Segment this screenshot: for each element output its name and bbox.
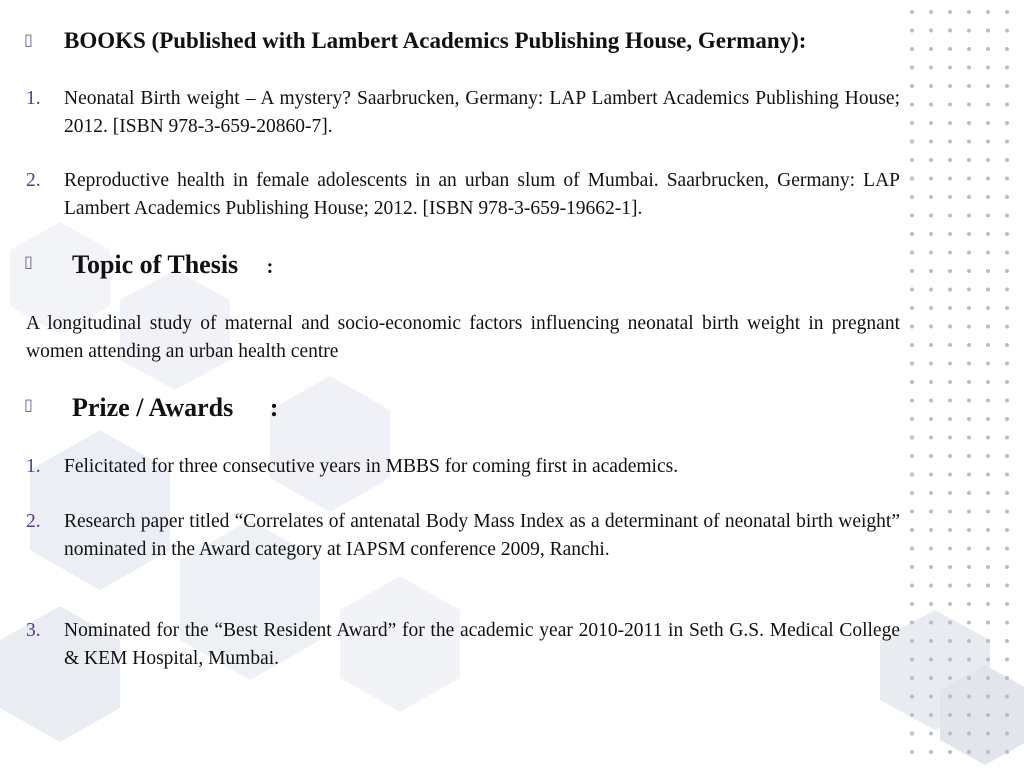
thesis-text: A longitudinal study of maternal and socio-economic factors influencing neonatal birth weight in pregnant women attending an urban health centre [26, 313, 900, 362]
prize-item-3 [26, 617, 900, 672]
thesis-heading-colon: : [266, 256, 274, 278]
book-item-2 [26, 167, 900, 222]
thesis-heading-text: Topic of Thesis [72, 250, 239, 279]
prize-heading-colon: : [269, 393, 279, 422]
books-heading: BOOKS (Published with Lambert Academics Publishing House, Germany): [64, 28, 807, 53]
list-number: 2. [26, 170, 41, 191]
prize-item-1 [26, 453, 900, 481]
prize-heading-text: Prize / Awards [72, 393, 234, 422]
book-item-text: Neonatal Birth weight – A mystery? Saarbrucken, Germany: LAP Lambert Academics Publishing House; 2012. [ISBN 978-3-659-20860-7]. [64, 88, 900, 137]
prize-item-text: Nominated for the “Best Resident Award” for the academic year 2010-2011 in Seth G.S. Medical College & KEM Hospital, Mumbai. [64, 620, 900, 669]
book-item-text: Reproductive health in female adolescents in an urban slum of Mumbai. Saarbrucken, Germany: LAP Lambert Academics Publishing House; 2012. [ISBN 978-3-659-19662-1]. [64, 170, 900, 219]
list-number: 1. [26, 456, 41, 477]
prize-item-2 [26, 508, 900, 563]
list-number: 2. [26, 511, 41, 532]
thesis-heading [72, 250, 273, 280]
book-item-1 [26, 85, 900, 140]
prize-heading [72, 393, 278, 423]
square-bullet-icon: ▯ [24, 30, 33, 49]
list-number: 3. [26, 620, 41, 641]
prize-item-text: Felicitated for three consecutive years in MBBS for coming first in academics. [64, 456, 679, 477]
square-bullet-icon: ▯ [24, 395, 33, 414]
list-number: 1. [26, 88, 41, 109]
prize-item-text: Research paper titled “Correlates of antenatal Body Mass Index as a determinant of neonatal birth weight” nominated in the Award category at IAPSM conference 2009, Ranchi. [64, 511, 900, 560]
square-bullet-icon: ▯ [24, 252, 33, 271]
